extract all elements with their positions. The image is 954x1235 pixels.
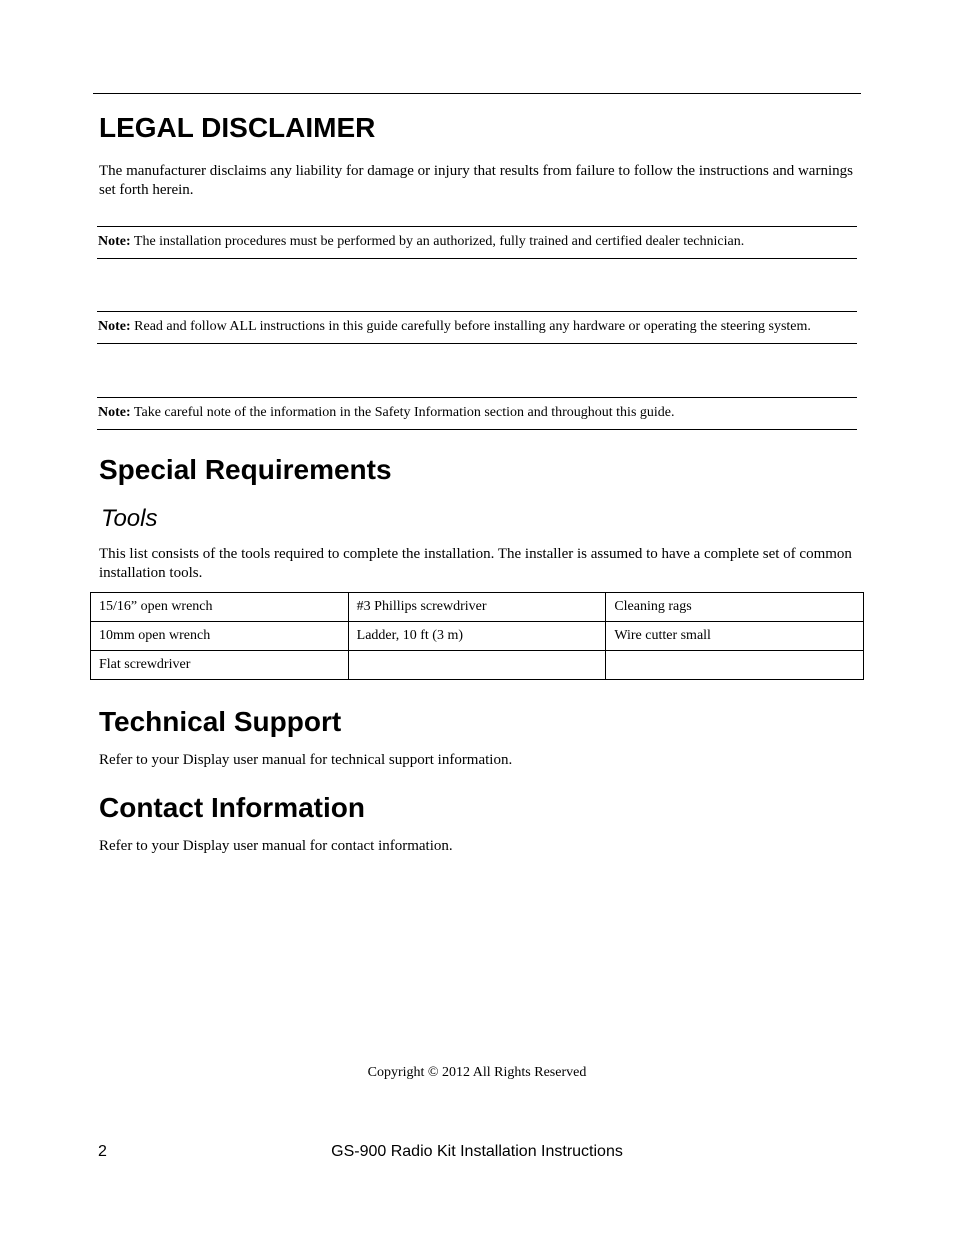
table-row [91, 622, 864, 651]
note-label: Note: [98, 405, 131, 420]
legal-disclaimer-text: The manufacturer disclaims any liability for damage or injury that results from failure to follow the instructions and warnings set forth herein. [99, 163, 853, 198]
technical-support-text: Refer to your Display user manual for technical support information. [99, 752, 513, 768]
legal-disclaimer-heading: LEGAL DISCLAIMER [99, 112, 376, 143]
table-cell: Wire cutter small [606, 622, 864, 651]
note-text: Take careful note of the information in the Safety Information section and throughout this guide. [130, 405, 675, 420]
tools-intro-text: This list consists of the tools required to complete the installation. The installer is assumed to have a complete set of common installation tools. [99, 546, 852, 581]
note-box [97, 397, 857, 430]
table-cell: 15/16” open wrench [91, 593, 349, 622]
footer-title: GS-900 Radio Kit Installation Instructions [331, 1143, 623, 1160]
table-row [91, 593, 864, 622]
note-box [97, 226, 857, 259]
contact-information-text: Refer to your Display user manual for contact information. [99, 838, 453, 854]
special-requirements-heading: Special Requirements [99, 454, 392, 485]
table-cell: 10mm open wrench [91, 622, 349, 651]
table-cell [348, 651, 606, 680]
note-label: Note: [98, 234, 131, 249]
table-cell: Cleaning rags [606, 593, 864, 622]
contact-information-heading: Contact Information [99, 792, 365, 823]
table-cell [606, 651, 864, 680]
note-box [97, 311, 857, 344]
table-cell: Flat screwdriver [91, 651, 349, 680]
page-number: 2 [98, 1143, 107, 1160]
table-cell: Ladder, 10 ft (3 m) [348, 622, 606, 651]
note-text: The installation procedures must be performed by an authorized, fully trained and certified dealer technician. [130, 234, 745, 249]
note-label: Note: [98, 319, 131, 334]
table-row [91, 651, 864, 680]
note-text: Read and follow ALL instructions in this guide carefully before installing any hardware or operating the steering system. [130, 319, 811, 334]
copyright-text: Copyright © 2012 All Rights Reserved [367, 1065, 587, 1080]
tools-table [90, 592, 864, 680]
header-rule [93, 93, 861, 94]
tools-heading: Tools [101, 505, 158, 532]
technical-support-heading: Technical Support [99, 706, 342, 737]
table-cell: #3 Phillips screwdriver [348, 593, 606, 622]
